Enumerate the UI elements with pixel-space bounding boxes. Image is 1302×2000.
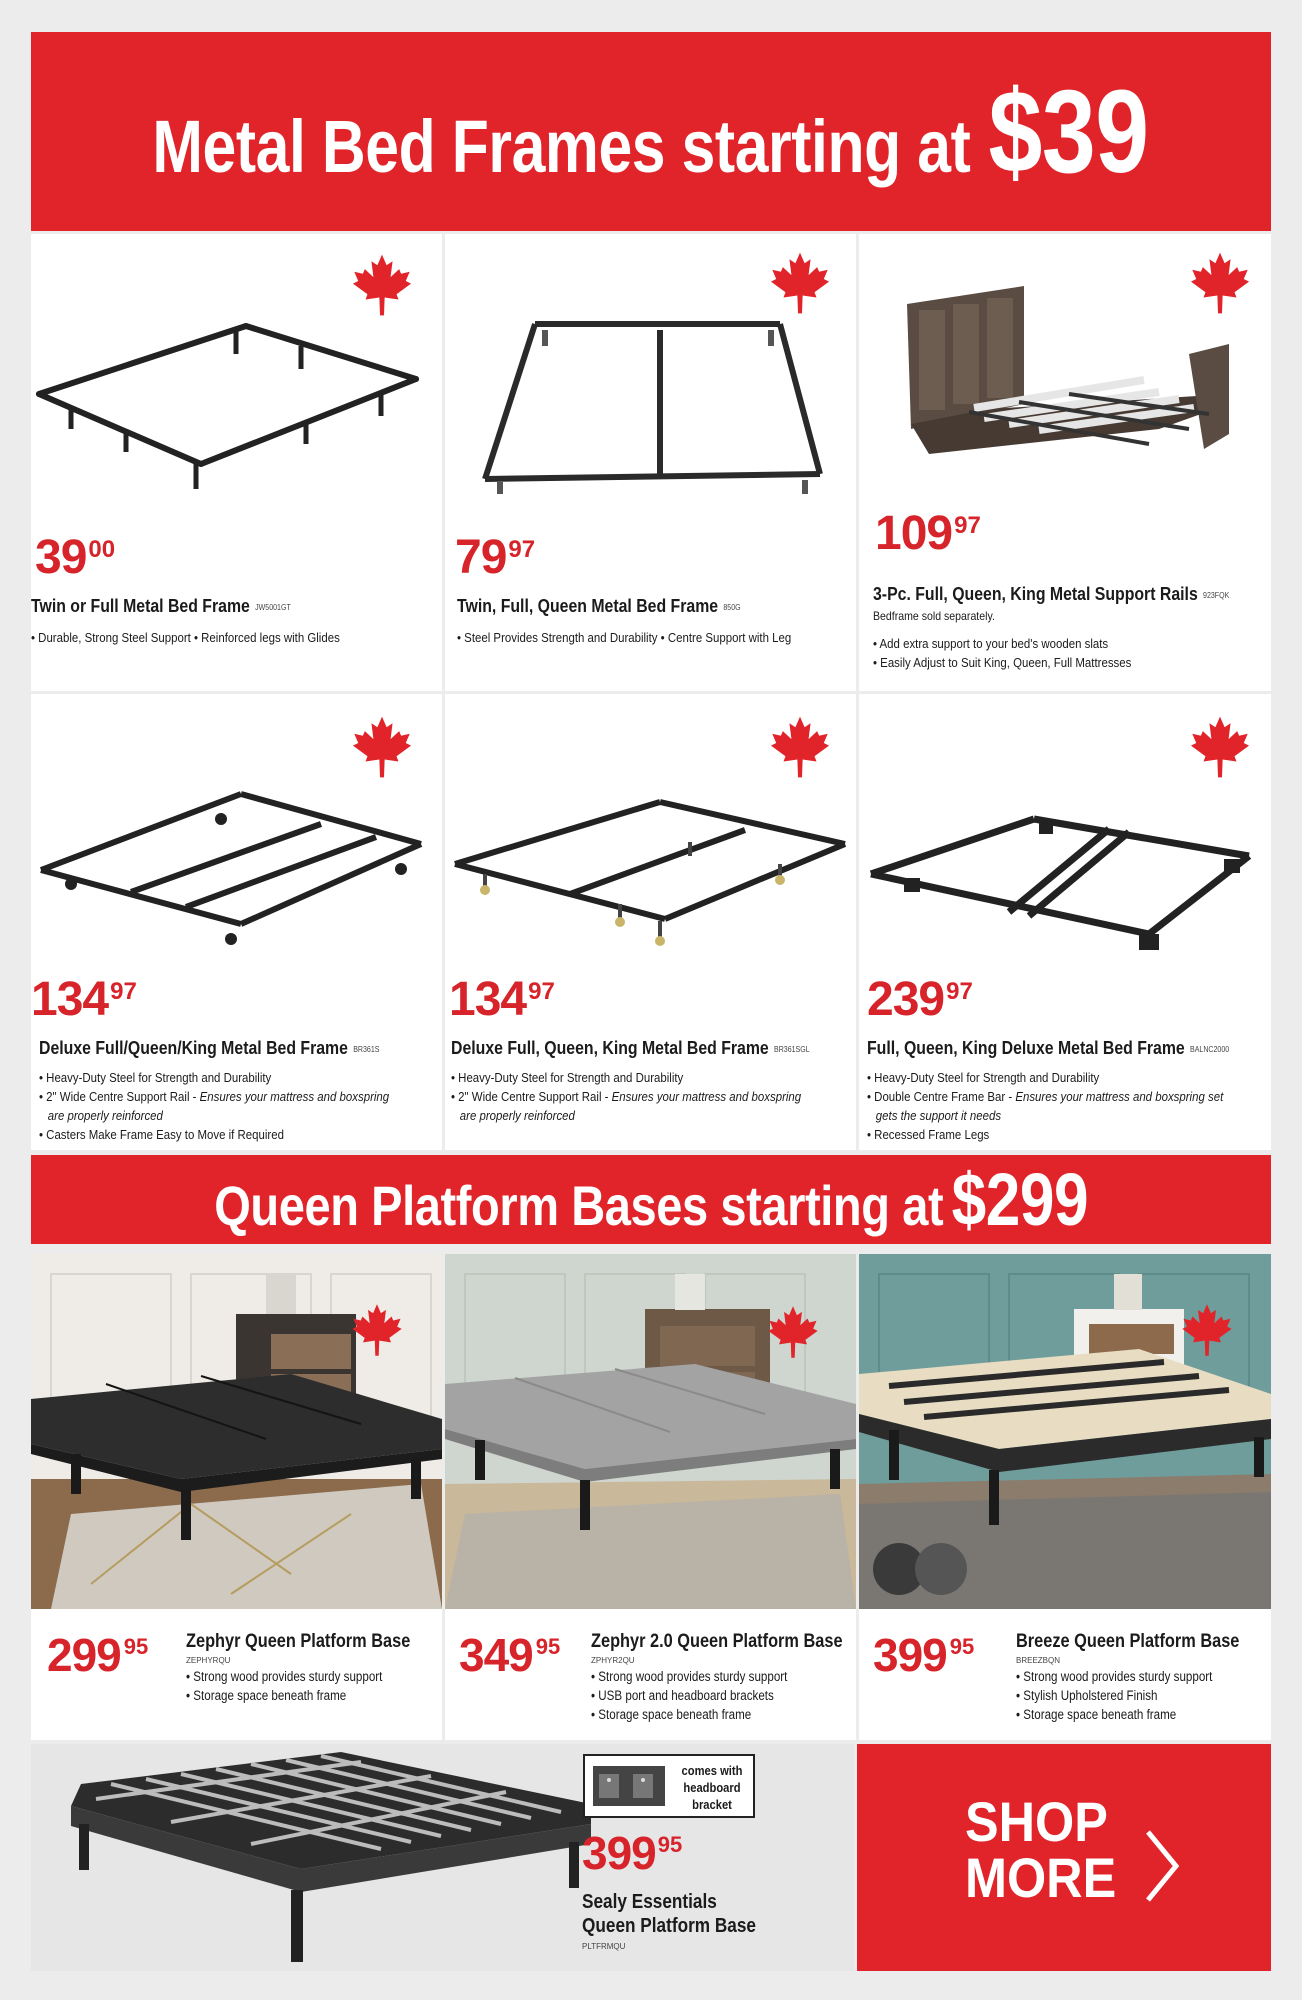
product-name: Breeze Queen Platform Base (1016, 1631, 1240, 1652)
banner-price: $39 (988, 65, 1150, 198)
product-name: Twin, Full, Queen Metal Bed Frame 850G (457, 596, 741, 616)
product-image (445, 294, 856, 504)
maple-leaf-icon (349, 714, 415, 780)
product-card-twin-full-frame[interactable] (31, 234, 442, 691)
product-image (31, 294, 442, 504)
maple-leaf-icon (1179, 1302, 1235, 1358)
product-image (859, 774, 1271, 964)
maple-leaf-icon (1187, 714, 1253, 780)
frames-row-2 (31, 694, 1271, 1150)
product-name: Sealy Essentials Queen Platform Base (582, 1891, 756, 1937)
banner-headline: Metal Bed Frames starting at $39 (152, 65, 1150, 198)
product-features: • Durable, Strong Steel Support • Reinforced legs with Glides (31, 630, 340, 645)
headboard-bracket-badge (583, 1754, 755, 1818)
product-name: Zephyr 2.0 Queen Platform Base (591, 1631, 843, 1652)
product-name: Twin or Full Metal Bed Frame JW5001GT (31, 596, 291, 616)
product-sku: ZEPHYRQU (186, 1656, 231, 1665)
product-note: Bedframe sold separately. (873, 609, 995, 623)
product-name: Deluxe Full/Queen/King Metal Bed Frame BR361S (39, 1038, 380, 1058)
product-features: • Heavy-Duty Steel for Strength and Durability • Double Centre Frame Bar - Ensures your mattress and boxspring set gets the support it needs • Recessed Frame Legs (867, 1070, 1224, 1142)
shop-more-label: SHOP MORE (965, 1790, 1117, 1909)
maple-leaf-icon (767, 714, 833, 780)
platform-bases-banner (31, 1155, 1271, 1244)
product-name: Zephyr Queen Platform Base (186, 1631, 411, 1652)
product-card-twin-full-queen-frame[interactable] (445, 234, 856, 691)
product-image (31, 774, 442, 964)
product-card-deluxe-br361sgl[interactable] (445, 694, 856, 1150)
banner-price: $299 (951, 1158, 1088, 1241)
badge-text: comes with headboard bracket (681, 1763, 743, 1812)
product-features: • Add extra support to your bed's wooden slats • Easily Adjust to Suit King, Queen, Full Mattresses (873, 636, 1132, 670)
maple-leaf-icon (349, 1302, 405, 1358)
chevron-right-icon (1142, 1828, 1182, 1904)
price: 349 95 (459, 1629, 561, 1681)
price: 79 97 (455, 531, 536, 584)
product-photo (445, 1254, 856, 1609)
product-card-breeze[interactable] (859, 1254, 1271, 1740)
product-sku: BREEZBQN (1016, 1656, 1061, 1665)
product-name: Full, Queen, King Deluxe Metal Bed Frame BALNC2000 (867, 1038, 1230, 1058)
product-features: • Heavy-Duty Steel for Strength and Durability • 2" Wide Centre Support Rail - Ensures your mattress and boxspring are properly reinforced (451, 1070, 802, 1123)
bracket-image (589, 1760, 669, 1814)
product-image (859, 284, 1271, 484)
price: 399 95 (873, 1629, 975, 1681)
product-photo (859, 1254, 1271, 1609)
product-features: • Strong wood provides sturdy support • Stylish Upholstered Finish • Storage space beneath frame (1016, 1669, 1213, 1722)
banner-headline: Queen Platform Bases starting at $299 (214, 1158, 1088, 1241)
shop-more-button[interactable] (857, 1744, 1271, 1971)
price: 399 95 (582, 1827, 683, 1879)
product-features: • Steel Provides Strength and Durability • Centre Support with Leg (457, 630, 792, 645)
product-features: • Strong wood provides sturdy support • USB port and headboard brackets • Storage space beneath frame (591, 1669, 788, 1722)
product-card-sealy[interactable] (31, 1744, 854, 1971)
product-card-support-rails[interactable] (859, 234, 1271, 691)
platform-bases-row (31, 1254, 1271, 1740)
maple-leaf-icon (765, 1304, 821, 1360)
price: 134 97 (31, 973, 137, 1026)
product-sku: PLTFRMQU (582, 1942, 626, 1951)
metal-frames-banner (31, 32, 1271, 231)
product-photo (31, 1254, 442, 1609)
product-features: • Heavy-Duty Steel for Strength and Durability • 2" Wide Centre Support Rail - Ensures your mattress and boxspring are properly reinforced • Casters Make Frame Easy to Move if Required (39, 1070, 390, 1142)
product-image (51, 1744, 591, 1971)
frames-row-1 (31, 234, 1271, 691)
product-name: 3-Pc. Full, Queen, King Metal Support Rails 923FQK (873, 584, 1230, 604)
product-sku: ZPHYR2QU (591, 1656, 635, 1665)
price: 239 97 (867, 973, 973, 1026)
product-card-zephyr-2[interactable] (445, 1254, 856, 1740)
product-features: • Strong wood provides sturdy support • Storage space beneath frame (186, 1669, 383, 1703)
price: 109 97 (875, 507, 981, 560)
product-image (445, 774, 856, 964)
product-card-zephyr[interactable] (31, 1254, 442, 1740)
price: 299 95 (47, 1629, 149, 1681)
price: 134 97 (449, 973, 555, 1026)
product-card-deluxe-balnc2000[interactable] (859, 694, 1271, 1150)
product-card-deluxe-br361s[interactable] (31, 694, 442, 1150)
product-name: Deluxe Full, Queen, King Metal Bed Frame BR361SGL (451, 1038, 810, 1058)
price: 39 00 (35, 531, 116, 584)
